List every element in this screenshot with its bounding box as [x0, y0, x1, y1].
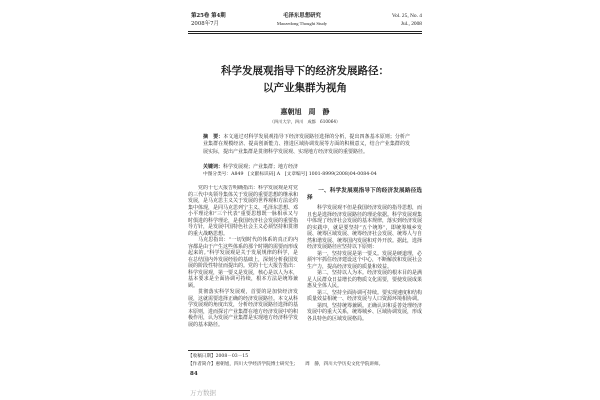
paragraph: 党的十七大报告明确指出：科学发展观是对党的三代中央领导集体关于发展的重要思想的继承和发展，是马克思主义关于发展的世界观和方法论的集中体现，是同马克思列宁主义、毛泽东思想、邓小平理论和“三个代表”重要思想既一脉相承又与时俱进的科学理论，是我国经济社会发展的重要指导方针，是发展中国特色社会主义必须坚持和贯彻的重大战略思想。	[188, 185, 298, 237]
header-volume-issue: 第25卷 第4期	[191, 13, 226, 19]
journal-name-cn: 毛泽东思想研究	[283, 13, 321, 19]
paragraph: 科学发展观不但是我国经济发展的指导思想，而且也是选择经济发展路径的理论依据。科学发展观集中体现了经济社会发展的基本规律，落实到经济发展的实践中，就是要坚持“五个统筹”，即统筹城乡发展、统筹区域发展、统筹经济社会发展、统筹人与自然和谐发展、统筹国内发展和对外开放。据此，选择经济发展路径应坚持以下原则：	[307, 205, 422, 250]
abstract	[203, 134, 410, 156]
paragraph: 第三，坚持全面协调可持续。要实现速度和结构质量效益相统一、经济发展与人口资源环境相协调。	[307, 289, 422, 302]
header-date-en: Jul., 2008	[400, 21, 422, 27]
header-volume-en: Vol. 25, No. 4	[391, 13, 422, 19]
footnote-author-info: 【作者简介】惠朝旭，四川大学经济学院博士研究生； 周 静，四川大学历史文化学院讲师。	[188, 362, 384, 367]
section-heading: 一、科学发展观指导下的经济发展路径选择	[307, 188, 422, 201]
footnote-received-date: 【收稿日期】2008－03－15	[188, 354, 249, 359]
footnote-divider	[188, 350, 250, 351]
paragraph: 马克思指出：“一切划时代的体系的真正的内容都是由于产生这些体系的那个时期的需要而形成起来的。”科学发展观是关于发展规律的科学，是在总结国内外发展经验的基础上，深刻分析我国发展的阶段性特征而提出的。党的十七大报告指出：科学发展观，第一要义是发展，核心是以人为本，基本要求是全面协调可持续，根本方法是统筹兼顾。	[188, 237, 298, 289]
paragraph: 第二，坚持以人为本。经济发展的根本目的是满足人民群众日益增长的物质文化需要，要使发展成果惠及全体人民。	[307, 270, 422, 289]
abstract-text: 本文通过对科学发展观指导下经济发展路径选择的分析，提出四条基本原则；分析产业集群在规模经济、提高创新能力、推进区域协调发展等方面的积极意义，结合产业集群的发展实际，提出产业集群是贯彻科学发展观、实现地方经济发展的重要路径。	[203, 134, 410, 155]
abstract-label: 摘 要：	[203, 134, 224, 140]
journal-name-en: Maozedong Thought Study	[276, 21, 328, 26]
author-affiliation: （四川大学，四川 成都 610064）	[269, 119, 341, 124]
header-double-rule	[188, 31, 422, 34]
title-line-1: 科学发展观指导下的经济发展路径：	[221, 65, 389, 77]
article-title	[188, 63, 422, 97]
page-number: 84	[190, 371, 198, 377]
body-left-column	[188, 185, 298, 348]
paragraph: 第四，坚持统筹兼顾。正确认识和妥善处理经济发展中的重大关系，统筹城乡、区域协调发展，形成各具特色的区域发展格局。	[307, 302, 422, 322]
header-issue-info	[191, 12, 226, 28]
header-issue-info-en	[362, 12, 422, 28]
keywords	[203, 163, 298, 170]
body-right-column	[307, 185, 422, 348]
keywords-text: 科学发展观；产业集群；地方经济	[223, 164, 299, 170]
watermark: 万方数据	[190, 389, 216, 397]
header-journal-name	[262, 12, 342, 28]
article-authors: 惠朝旭 周 静	[280, 107, 330, 116]
keywords-label: 关键词：	[203, 164, 224, 170]
classification-codes: 中图分类号：A849 [文献标识码] A [文章编号] 1001-8999(2008)04-0084-04	[203, 172, 377, 177]
header-date: 2008年7月	[191, 21, 219, 27]
paragraph: 第一，坚持发展是第一要义。发展是硬道理，必须牢牢抓住经济建设这个中心，不断解放和发展社会生产力，提高经济发展的质量和效益。	[307, 250, 422, 270]
title-line-2: 以产业集群为视角	[263, 82, 347, 94]
paragraph: 贯彻落实科学发展观，首要的是加快经济发展，这就需要选择正确的经济发展路径。本文从科学发展观的角度出发，分析经济发展路径选择的基本原则，进而探讨产业集群在地方经济发展中的积极作用，认为发展产业集群是实现地方经济科学发展的基本路径。	[188, 289, 298, 328]
